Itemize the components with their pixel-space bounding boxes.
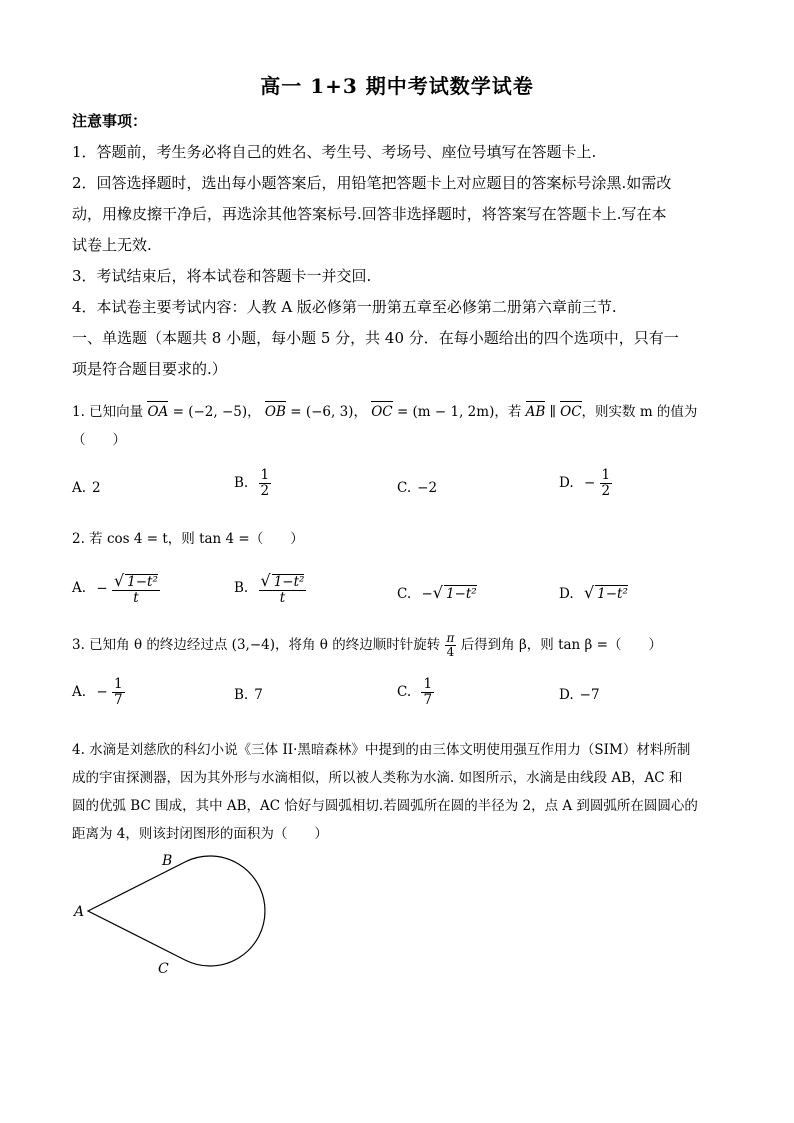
q1-option-c: C. −2 (397, 480, 438, 496)
notice-heading: 注意事项： (72, 112, 148, 130)
q2-option-c: C. −√ 1−t² (397, 583, 477, 602)
question-4: 4. 水滴是刘慈欣的科幻小说《三体 II·黑暗森林》中提到的由三体文明使用强互作用力（SIM）材料所制 (72, 742, 691, 758)
question-2: 2. 若 cos 4 = t，则 tan 4 =（ ） (72, 531, 304, 547)
q3-option-d: D. −7 (559, 687, 600, 703)
vector-oa: OA (147, 404, 169, 420)
question-4-cont: 圆的优弧 BC 围成，其中 AB，AC 恰好与圆弧相切.若圆弧所在圆的半径为 2，点 A 到圆弧所在圆圆心的 (72, 798, 698, 814)
notice-item: 3．考试结束后，将本试卷和答题卡一并交回. (72, 267, 372, 285)
vector-oc: OC (371, 404, 393, 420)
notice-item: 1．答题前，考生务必将自己的姓名、考生号、考场号、座位号填写在答题卡上. (72, 143, 597, 161)
q3-option-a: A. − $\frac{1}{7}$ (72, 676, 123, 708)
vector-ob: OB (264, 404, 286, 420)
q1-option-d: D. − $\frac{1}{2}$ (559, 467, 611, 499)
notice-item: 4．本试卷主要考试内容：人教 A 版必修第一册第五章至必修第二册第六章前三节. (72, 298, 617, 316)
q1-option-b: B. $\frac{1}{2}$ (234, 467, 270, 499)
notice-item: 2．回答选择题时，选出每小题答案后，用铅笔把答题卡上对应题目的答案标号涂黑.如需改 (72, 174, 672, 192)
vector-oc: OC (560, 404, 582, 420)
vector-ab: AB (525, 404, 546, 420)
page-title: 高一 1+3 期中考试数学试卷 (260, 74, 534, 98)
question-4-cont: 成的宇宙探测器，因为其外形与水滴相似，所以被人类称为水滴. 如图所示，水滴是由线段 AB，AC 和 (72, 770, 683, 786)
notice-item: 试卷上无效. (72, 236, 152, 254)
q1-option-a: A. 2 (72, 480, 101, 496)
point-a-label: A (74, 904, 85, 920)
q2-option-a: A. − $\frac{\text{√ 1−t²}}{t}$ (72, 571, 158, 606)
section-heading-cont: 项是符合题目要求的.） (72, 360, 227, 378)
answer-blank: （ ） (72, 432, 126, 448)
question-3: 3. 已知角 θ 的终边经过点 (3,−4)，将角 θ 的终边顺时针旋转 $\frac{\pi}{4}$ 后得到角 β，则 tan β =（ ） (72, 631, 662, 660)
q3-option-b: B. 7 (234, 687, 263, 703)
question-1: 1. 已知向量 OA = (−2, −5)， OB = (−6, 3)， OC = (m − 1, 2m)，若 AB ∥ OC，则实数 m 的值为 (72, 404, 698, 420)
q2-option-d: D. √ 1−t² (559, 583, 628, 602)
q3-option-c: C. $\frac{1}{7}$ (397, 676, 433, 708)
point-b-label: B (162, 853, 173, 869)
point-c-label: C (158, 961, 169, 977)
question-4-cont: 距离为 4，则该封闭图形的面积为（ ） (72, 826, 328, 842)
water-drop-figure (60, 845, 290, 985)
section-heading: 一、单选题（本题共 8 小题，每小题 5 分，共 40 分．在每小题给出的四个选项中，只有一 (72, 329, 679, 347)
notice-item: 动，用橡皮擦干净后，再选涂其他答案标号.回答非选择题时，将答案写在答题卡上.写在本 (72, 205, 667, 223)
water-drop-shape (88, 856, 265, 966)
q2-option-b: B. $\frac{\text{√ 1−t²}}{t}$ (234, 571, 305, 606)
